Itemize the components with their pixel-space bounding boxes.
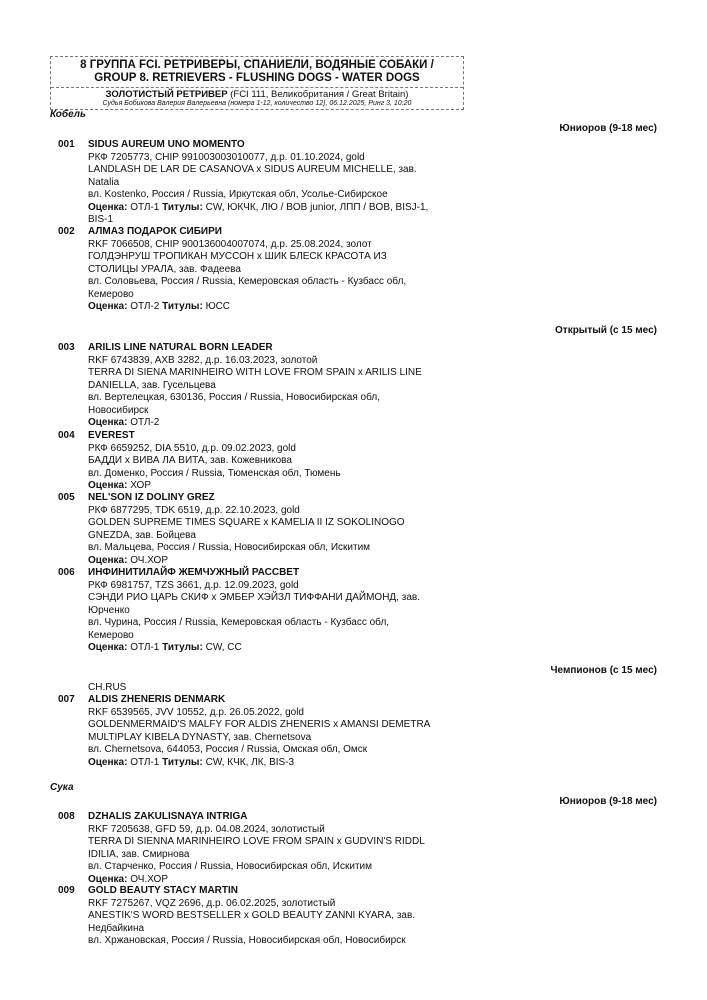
dog-name: GOLD BEAUTY STACY MARTIN bbox=[88, 885, 239, 896]
titles-value: CW, КЧК, ЛК, BIS-3 bbox=[205, 756, 295, 768]
titles-value: ЮСС bbox=[205, 301, 231, 312]
entry-009 bbox=[58, 885, 458, 948]
judge-line: Судья Бобикова Валерия Валерьевна (номера 1-12, количество 12), 06.12.2025, Ринг 3, 10:20 bbox=[102, 100, 412, 107]
breed-info: (FCI 111, Великобритания / Great Britain) bbox=[230, 89, 409, 100]
owner-line: Новосибирск bbox=[88, 404, 149, 416]
registration: RKF 6539565, JVV 10552, д.р. 26.05.2022, gold bbox=[88, 706, 304, 718]
result-line bbox=[88, 642, 458, 655]
entry-number: 003 bbox=[58, 342, 75, 353]
owner-line: вл. Вертелецкая, 630136, Россия / Russia, Новосибирская обл, bbox=[88, 392, 380, 403]
parents-line: ГОЛДЭНРУШ ТРОПИКАН МУССОН x ШИК БЛЕСК КРАСОТА ИЗ bbox=[88, 251, 387, 262]
registration: RKF 7066508, CHIP 900136004007074, д.р. 25.08.2024, золот bbox=[88, 238, 372, 250]
dog-name: SIDUS AUREUM UNO MOMENTO bbox=[88, 139, 245, 150]
result-line bbox=[88, 757, 458, 770]
parents-line: GOLDENMERMAID'S MALFY FOR ALDIS ZHENERIS x AMANSI DEMETRA bbox=[88, 719, 431, 730]
titles-label: Титулы: bbox=[162, 301, 203, 312]
owner-line: вл. Старченко, Россия / Russia, Новосибирская обл, Искитим bbox=[88, 861, 372, 872]
owner-line: вл. Мальцева, Россия / Russia, Новосибирская обл, Искитим bbox=[88, 542, 371, 553]
entry-002 bbox=[58, 226, 458, 314]
grade-label: Оценка: bbox=[88, 756, 128, 768]
parents-line: TERRA DI SIENNA MARINHEIRO LOVE FROM SPAIN x GUDVIN'S RIDDL bbox=[88, 836, 425, 847]
grade-label: Оценка: bbox=[88, 201, 128, 213]
owner-line: вл. Доменко, Россия / Russia, Тюменская обл, Тюмень bbox=[88, 467, 341, 479]
entry-number: 007 bbox=[58, 694, 75, 705]
grade-label: Оценка: bbox=[88, 480, 128, 491]
entry-number: 005 bbox=[58, 492, 75, 503]
catalog-header bbox=[50, 56, 464, 110]
owner-line: вл. Kostenko, Россия / Russia, Иркутская обл, Усолье-Сибирское bbox=[88, 189, 388, 200]
parents-line: БАДДИ x ВИВА ЛА ВИТА, зав. Кожевникова bbox=[88, 455, 292, 466]
parents-line: MULTIPLAY KIBELA DYNASTY, зав. Chernetsova bbox=[88, 731, 312, 743]
owner-line: Кемерово bbox=[88, 629, 134, 641]
parents-line: ANESTIK'S WORD BESTSELLER x GOLD BEAUTY ZANNI KYARA, зав. bbox=[88, 910, 416, 921]
titles-value: CW, СС bbox=[205, 642, 242, 653]
parents-line: GOLDEN SUPREME TIMES SQUARE x KAMELIA II IZ SOKOLINOGO bbox=[88, 517, 405, 528]
grade-value: ХОР bbox=[130, 480, 152, 491]
parents-line: Natalia bbox=[88, 176, 120, 188]
grade-value: ОТЛ-1 bbox=[130, 201, 160, 213]
titles-continued: BIS-1 bbox=[88, 214, 114, 225]
registration: RKF 6743839, AXB 3282, д.р. 16.03.2023, золотой bbox=[88, 354, 318, 366]
entry-006 bbox=[58, 567, 458, 655]
breed-line bbox=[51, 89, 463, 100]
group-title-en: GROUP 8. RETRIEVERS - FLUSHING DOGS - WATER DOGS bbox=[94, 72, 420, 84]
titles-label: Титулы: bbox=[162, 756, 203, 768]
grade-value: ОЧ.ХОР bbox=[130, 873, 169, 885]
parents-line: Юрченко bbox=[88, 604, 130, 616]
dog-name: DZHALIS ZAKULISNAYA INTRIGA bbox=[88, 811, 248, 822]
owner-line: вл. Chernetsova, 644053, Россия / Russia, Омская обл, Омск bbox=[88, 744, 368, 755]
entry-004 bbox=[58, 430, 458, 493]
entry-number: 008 bbox=[58, 811, 75, 822]
entry-007 bbox=[58, 694, 458, 769]
titles-label: Титулы: bbox=[162, 201, 203, 213]
entry-number: 009 bbox=[58, 885, 75, 896]
group-title-ru: 8 ГРУППА FCI. РЕТРИВЕРЫ, СПАНИЕЛИ, ВОДЯНЫЕ СОБАКИ / bbox=[80, 59, 434, 71]
dog-name: АЛМАЗ ПОДАРОК СИБИРИ bbox=[88, 226, 222, 237]
breed-block bbox=[51, 87, 463, 109]
result-line bbox=[88, 202, 458, 215]
grade-value: ОЧ.ХОР bbox=[130, 554, 169, 566]
registration: РКФ 6981757, TZS 3661, д.р. 12.09.2023, gold bbox=[88, 579, 299, 591]
champion-note: CH.RUS bbox=[88, 682, 127, 693]
parents-line: СТОЛИЦЫ УРАЛА, зав. Фадеева bbox=[88, 263, 241, 275]
dog-name: NEL'SON IZ DOLINY GREZ bbox=[88, 492, 215, 503]
grade-value: ОТЛ-2 bbox=[130, 417, 160, 428]
parents-line: LANDLASH DE LAR DE CASANOVA x SIDUS AUREUM MICHELLE, зав. bbox=[88, 164, 417, 175]
entry-number: 006 bbox=[58, 567, 75, 578]
dog-name: ARILIS LINE NATURAL BORN LEADER bbox=[88, 342, 273, 353]
group-title bbox=[51, 57, 463, 87]
owner-line: вл. Чурина, Россия / Russia, Кемеровская область - Кузбасс обл, bbox=[88, 617, 390, 628]
grade-label: Оценка: bbox=[88, 417, 128, 428]
result-line bbox=[88, 480, 458, 493]
section-female: Сука bbox=[50, 782, 74, 793]
registration: RKF 7275267, VQZ 2696, д.р. 06.02.2025, золотистый bbox=[88, 897, 336, 909]
entry-number: 001 bbox=[58, 139, 75, 150]
titles-label: Титулы: bbox=[162, 642, 203, 653]
dog-name: ALDIS ZHENERIS DENMARK bbox=[88, 694, 226, 705]
owner-line: вл. Соловьева, Россия / Russia, Кемеровская область - Кузбасс обл, bbox=[88, 276, 407, 287]
dog-name: ИНФИНИТИЛАЙФ ЖЕМЧУЖНЫЙ РАССВЕТ bbox=[88, 567, 300, 578]
entry-008 bbox=[58, 811, 458, 886]
registration: РКФ 7205773, CHIP 991003003010077, д.р. 01.10.2024, gold bbox=[88, 151, 365, 163]
grade-label: Оценка: bbox=[88, 554, 128, 566]
result-line bbox=[88, 555, 458, 568]
entry-001 bbox=[58, 139, 458, 227]
parents-line: GNEZDA, зав. Бойцева bbox=[88, 529, 196, 541]
class-heading-junior-female: Юниоров (9-18 мес) bbox=[559, 796, 657, 807]
grade-label: Оценка: bbox=[88, 301, 128, 312]
class-heading-champion-male: Чемпионов (с 15 мес) bbox=[550, 665, 657, 676]
entry-number: 002 bbox=[58, 226, 75, 237]
result-line bbox=[88, 301, 458, 314]
owner-line: Кемерово bbox=[88, 288, 134, 300]
entry-003 bbox=[58, 342, 458, 430]
grade-value: ОТЛ-2 bbox=[130, 301, 160, 312]
parents-line: Недбайкина bbox=[88, 922, 145, 934]
grade-label: Оценка: bbox=[88, 873, 128, 885]
result-line bbox=[88, 417, 458, 430]
registration: РКФ 6877295, TDK 6519, д.р. 22.10.2023, gold bbox=[88, 504, 300, 516]
grade-value: ОТЛ-1 bbox=[130, 756, 160, 768]
dog-name: EVEREST bbox=[88, 430, 135, 441]
registration: РКФ 6659252, DIA 5510, д.р. 09.02.2023, gold bbox=[88, 442, 296, 454]
entry-005 bbox=[58, 492, 458, 567]
titles-value: CW, ЮКЧК, ЛЮ / BOB junior, ЛПП / BOB, BISJ-1, bbox=[205, 201, 429, 213]
class-heading-open-male: Открытый (с 15 мес) bbox=[555, 325, 657, 336]
parents-line: IDILIA, зав. Смирнова bbox=[88, 848, 190, 860]
breed-name: ЗОЛОТИСТЫЙ РЕТРИВЕР bbox=[105, 89, 228, 100]
parents-line: TERRA DI SIENA MARINHEIRO WITH LOVE FROM SPAIN x ARILIS LINE bbox=[88, 367, 422, 378]
grade-label: Оценка: bbox=[88, 642, 128, 653]
owner-line: вл. Хржановская, Россия / Russia, Новосибирская обл, Новосибирск bbox=[88, 935, 406, 946]
parents-line: СЭНДИ РИО ЦАРЬ СКИФ x ЭМБЕР ХЭЙЗЛ ТИФФАНИ ДАЙМОНД, зав. bbox=[88, 592, 420, 603]
class-heading-junior-male: Юниоров (9-18 мес) bbox=[559, 123, 657, 134]
parents-line: DANIELLA, зав. Гусельцева bbox=[88, 379, 216, 391]
section-male: Кобель bbox=[50, 109, 86, 120]
registration: RKF 7205638, GFD 59, д.р. 04.08.2024, золотистый bbox=[88, 823, 325, 835]
grade-value: ОТЛ-1 bbox=[130, 642, 160, 653]
entry-number: 004 bbox=[58, 430, 75, 441]
